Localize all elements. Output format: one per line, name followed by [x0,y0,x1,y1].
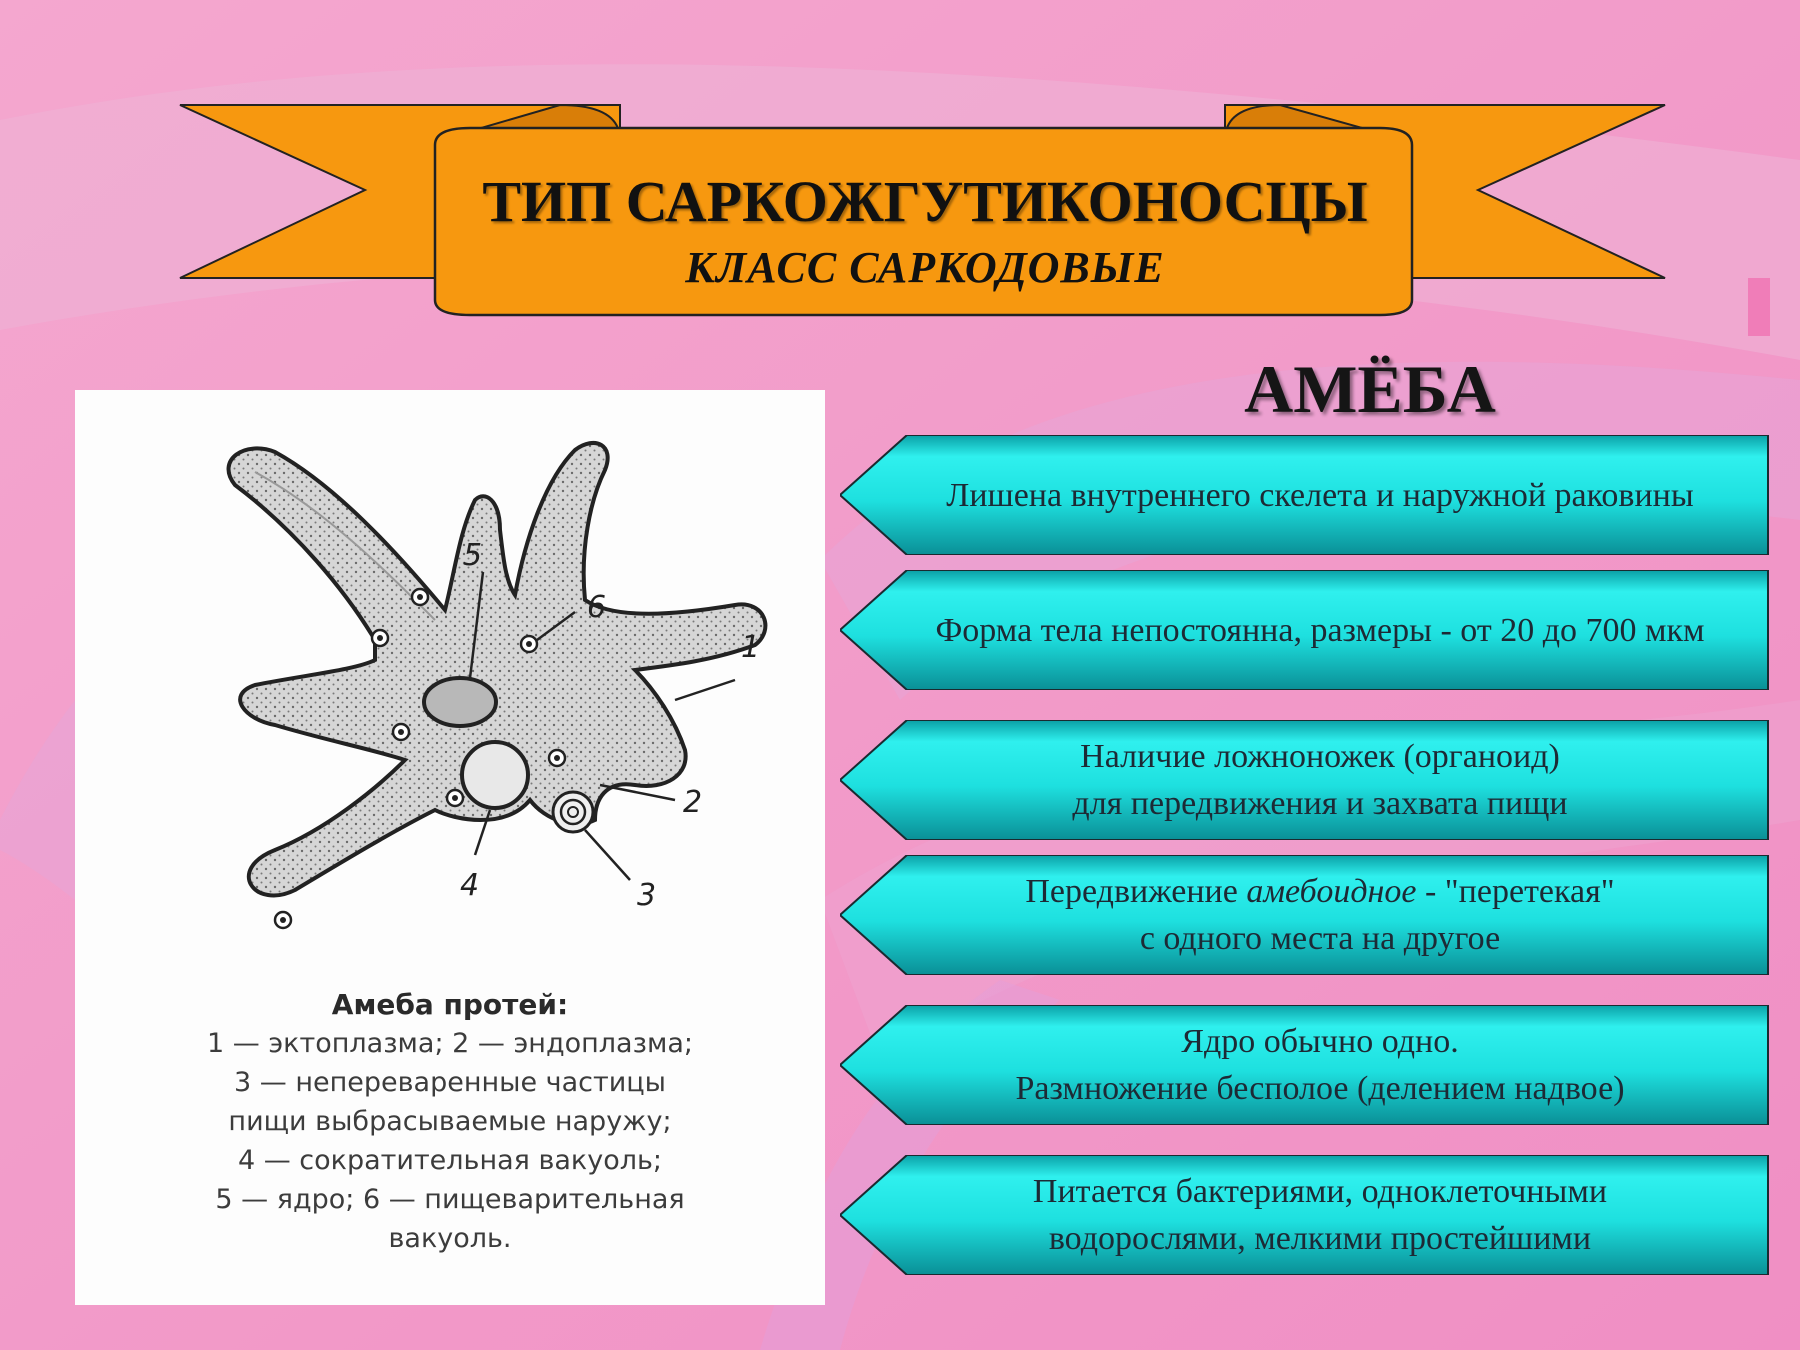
caption-line: 5 — ядро; 6 — пищеварительная [215,1184,685,1215]
diagram-label-6: 6 [587,590,607,625]
diagram-label-5: 5 [463,538,483,573]
caption-line: 4 — сократительная вакуоль; [237,1145,663,1176]
fact-arrow-6 [840,1155,1770,1275]
fact-arrow-1 [840,435,1770,555]
caption-line: 3 — непереваренные частицы [234,1067,666,1098]
fact-text-line2: с одного места на другое [1139,920,1501,957]
diagram-label-2: 2 [683,785,703,820]
caption-line: 1 — эктоплазма; 2 — эндоплазма; [207,1028,693,1059]
heading-amoeba: АМЁБА [1244,351,1496,427]
fact-arrow-5 [840,1005,1770,1125]
fact-text-line1: Питается бактериями, одноклеточными [1032,1173,1608,1210]
diagram-label-3: 3 [637,878,657,913]
fact-text-italic: амебоидное [1246,873,1417,910]
fact-text-line1: Ядро обычно одно. [1181,1023,1459,1060]
fact-text-line2: Размножение бесполое (делением надвое) [1015,1070,1625,1107]
amoeba-diagram-panel [75,390,825,1305]
title-class: КЛАСС САРКОДОВЫЕ [685,243,1165,292]
fact-text-line1: Наличие ложноножек (органоид) [1080,738,1560,775]
caption-line: вакуоль. [388,1223,512,1254]
fact-text-part: Передвижение [1025,873,1247,910]
fact-text-line1 [1025,868,1614,915]
diagram-label-1: 1 [741,630,761,665]
fact-text-line2: водорослями, мелкими простейшими [1048,1220,1592,1257]
amoeba-illustration [75,390,825,990]
fact-arrow-3 [840,720,1770,840]
fact-text-line2: для передвижения и захвата пищи [1072,785,1568,822]
title-type: ТИП САРКОЖГУТИКОНОСЦЫ [482,169,1368,234]
caption-title: Амеба протей: [331,988,569,1021]
fact-text: Форма тела непостоянна, размеры - от 20 до 700 мкм [935,611,1705,649]
fact-text-part: - "перетекая" [1416,873,1615,910]
caption-line: пищи выбрасываемые наружу; [228,1106,672,1137]
fact-text: Лишена внутреннего скелета и наружной раковины [946,476,1694,514]
fact-arrow-4 [840,855,1770,975]
diagram-label-4: 4 [460,868,480,903]
fact-arrow-2 [840,570,1770,690]
diagram-caption [75,985,825,1258]
